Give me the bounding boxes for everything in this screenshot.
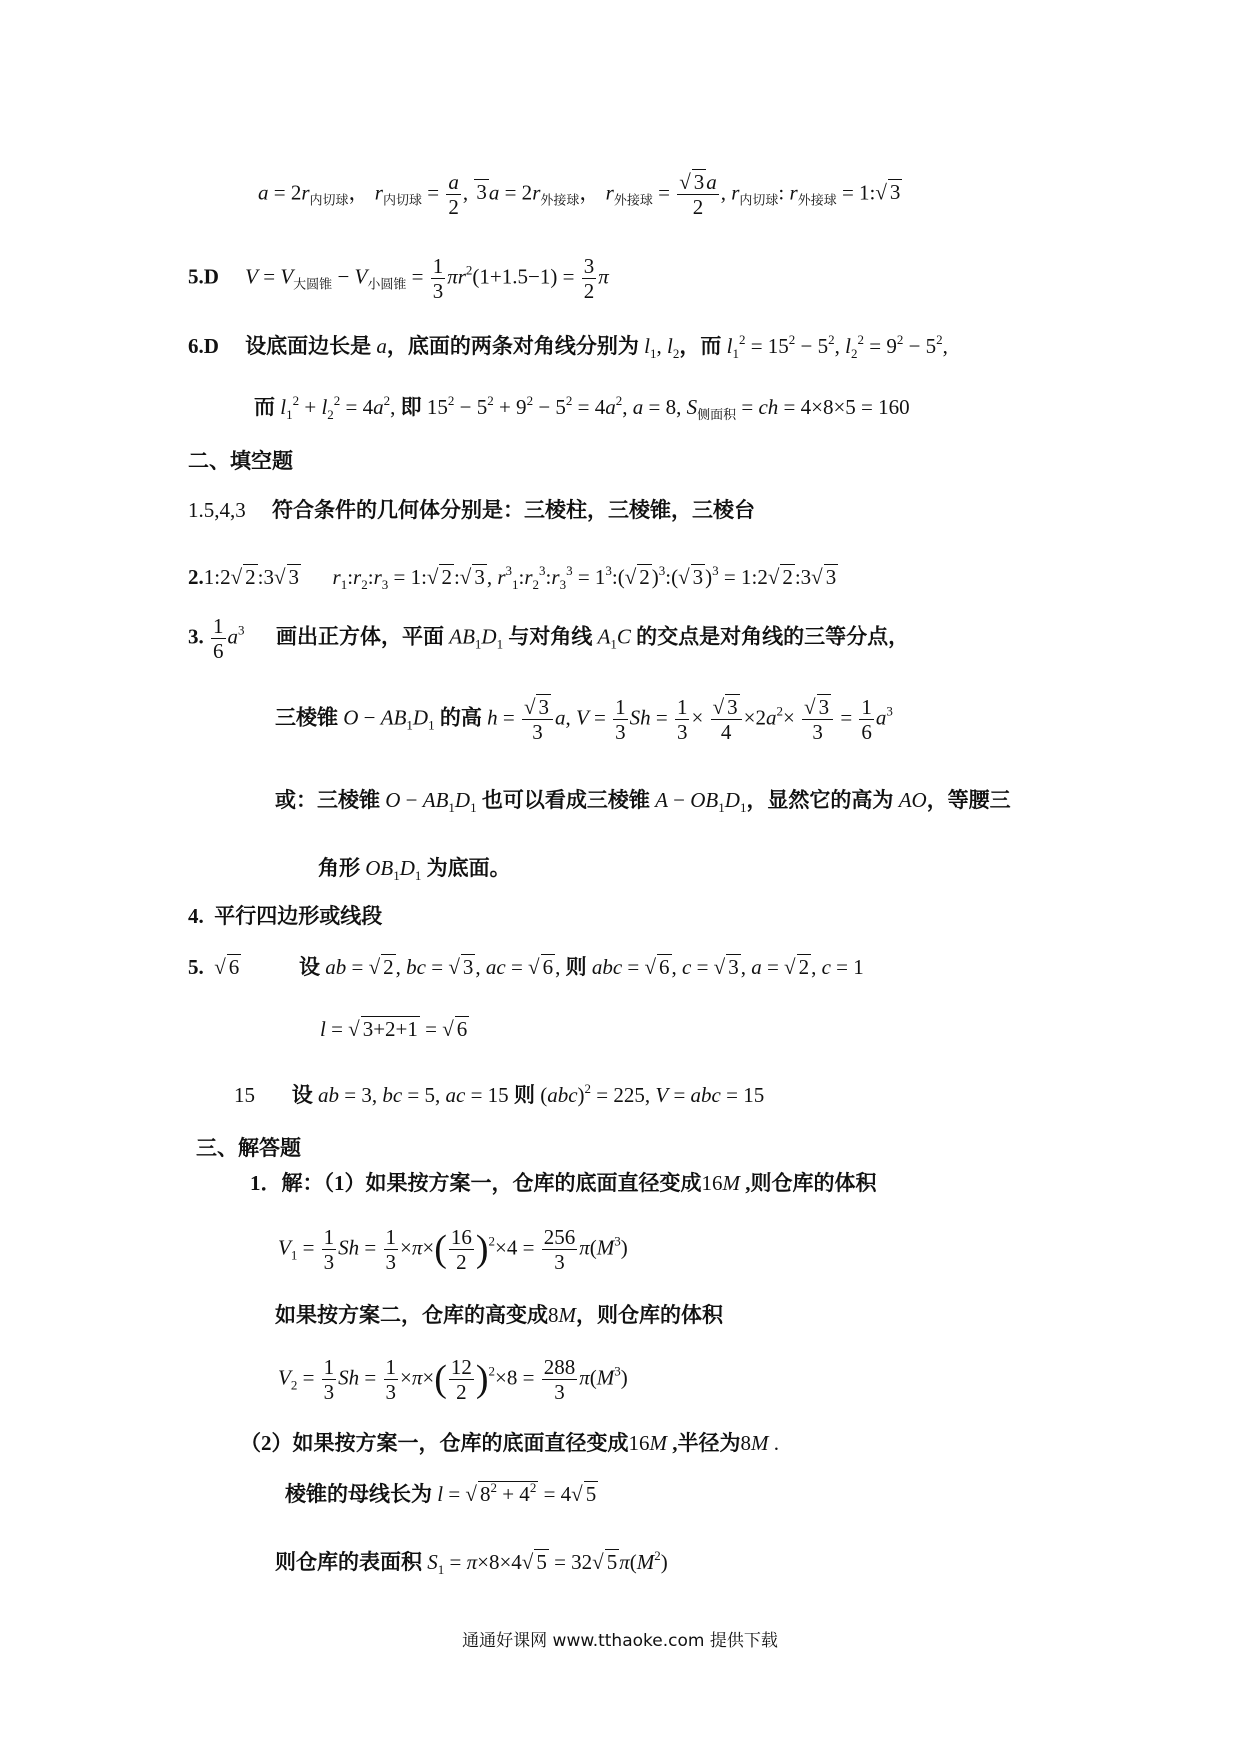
- solution-5: 则仓库的表面积 $S_1 = \pi\times 8\times 4√$ 5 = 32√ $5\pi(M^2)$: [275, 1548, 668, 1577]
- fill-3-base: 角形 $OB_1D_1$ 为底面。: [318, 856, 511, 883]
- fill-2: 2.1:2√ 2:3√ 3 $r_1:r_2:r_3$ = 1:√ 2:√ 3, $r^3_1:r_2^3:r_3^3$ = $1^3:(√$ 2)$^3$:(√ 3)$^3$ = 1:2√ 2:3√ 3: [188, 563, 837, 592]
- fill-5: 5. √ 6 设 ab = √ 2, bc = √ 3, ac = √ 6, 则 abc = √ 6, c = √ 3, a = √ 2, c = 1: [188, 955, 864, 979]
- fill-5-volume: 15 设 ab = 3, bc = 5, ac = 15 则 (abc)$^2$ = 225, V = abc = 15: [234, 1081, 765, 1107]
- section-3-title: 三、解答题: [196, 1136, 301, 1160]
- fill-1: 1.5,4,3 符合条件的几何体分别是：三棱柱，三棱锥，三棱台: [188, 498, 755, 522]
- solution-4: 棱锥的母线长为 l = √ $8^2 + 4^2 = 4√$ 5: [285, 1480, 597, 1506]
- answer-5d: 5.D $V = V_{大圆锥} - V_{小圆锥}$ = $\frac{1}{3}$ $\pi r^2(1+1.5-1)$ = $\frac{3}{2}$ π: [188, 254, 609, 304]
- solution-1: 1．解：（1）如果按方案一，仓库的底面直径变成16M ,则仓库的体积: [250, 1171, 877, 1195]
- solution-3: （2）如果按方案一，仓库的底面直径变成16M ,半径为8M .: [240, 1431, 779, 1455]
- footer-download-note: 通通好课网 www.tthaoke.com 提供下载: [462, 1631, 778, 1651]
- answer-6d-cont: 而 $l_1^2 + l_2^2 = 4a^2$, 即 $15^2 - 5^2 + 9^2 - 5^2 = 4a^2$, a = 8, $S_{侧面积}$ = ch = 4×8×5 = 160: [254, 393, 910, 422]
- solution-1-formula: $V_1$ = $\frac{1}{3}$ Sh = $\frac{1}{3}$ ×π×( $\frac{16}{2}$ )$^2$×4 = $\frac{256}{3}$ $\pi(M^3)$: [278, 1225, 628, 1275]
- section-2-title: 二、填空题: [188, 449, 293, 473]
- answer-6d: 6.D 设底面边长是 a，底面的两条对角线分别为 $l_1$, $l_2$，而 $l_1^2 = 15^2 - 5^2$, $l_2^2 = 9^2 - 5^2$,: [188, 332, 948, 361]
- fill-5-length: l = √ 3+2+1 = √ 6: [320, 1017, 468, 1041]
- fill-3-height: 三棱锥 $O - AB_1D_1$ 的高 h = $\frac{√ 3}{3}$ a, V = $\frac{1}{3}$ Sh = $\frac{1}{3}$ × $\frac{√ 3}{4}$ $\times 2a^2\times$ $\frac{√ 3}{3}$ = $\frac{1}{6}$ $a^3$: [275, 695, 893, 745]
- solution-2: 如果按方案二，仓库的高变成8M，则仓库的体积: [275, 1303, 723, 1327]
- fill-3-alt: 或：三棱锥 $O - AB_1D_1$ 也可以看成三棱锥 $A - OB_1D_1$，显然它的高为 AO，等腰三: [275, 788, 1011, 815]
- fill-4: 4. 平行四边形或线段: [188, 904, 383, 928]
- formula-line-1: $a = 2r_{内切球}$， $r_{内切球}$ = $\frac{a}{2}$ , $3a = 2r_{外接球}$， $r_{外接球}$ = $\frac{√ 3a}{2}$ , $r_{内切球}$: $r_{外接球}$ = 1:√ 3: [258, 170, 901, 220]
- fill-3: 3. $\frac{1}{6}$ $a^3$ 画出正方体，平面 $AB_1D_1$ 与对角线 $A_1C$ 的交点是对角线的三等分点，: [188, 614, 910, 664]
- solution-2-formula: $V_2$ = $\frac{1}{3}$ Sh = $\frac{1}{3}$ ×π×( $\frac{12}{2}$ )$^2$×8 = $\frac{288}{3}$ $\pi(M^3)$: [278, 1355, 628, 1405]
